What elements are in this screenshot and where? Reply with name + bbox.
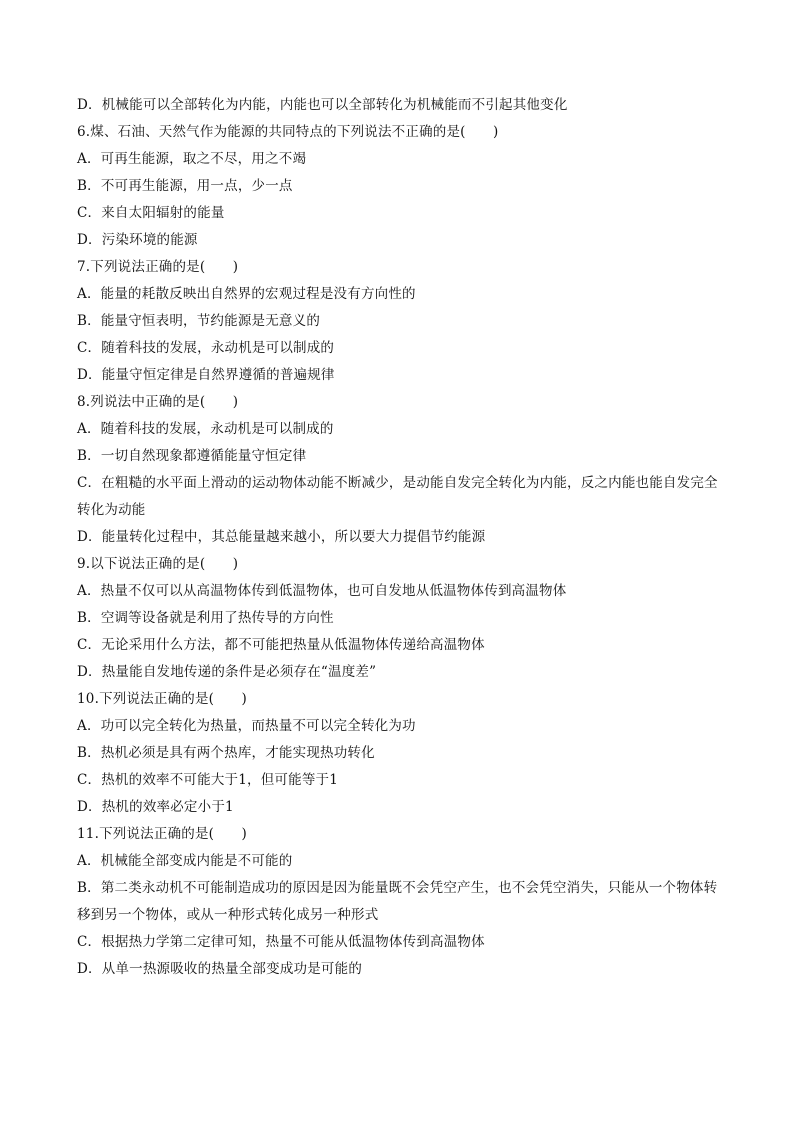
q8-option-c-continued: 转化为动能 bbox=[77, 502, 146, 518]
q9-option-d: D．热量能自发地传递的条件是必须存在“温度差” bbox=[77, 664, 377, 680]
q10-stem: 10.下列说法正确的是( ) bbox=[77, 691, 248, 707]
q6-option-b: B．不可再生能源，用一点，少一点 bbox=[77, 178, 293, 194]
q8-option-b: B．一切自然现象都遵循能量守恒定律 bbox=[77, 448, 307, 464]
q7-option-a: A．能量的耗散反映出自然界的宏观过程是没有方向性的 bbox=[77, 286, 416, 302]
question-text-block bbox=[77, 92, 727, 983]
q6-option-a: A．可再生能源，取之不尽，用之不竭 bbox=[77, 151, 307, 167]
q7-option-b: B．能量守恒表明，节约能源是无意义的 bbox=[77, 313, 321, 329]
q6-stem: 6.煤、石油、天然气作为能源的共同特点的下列说法不正确的是( ) bbox=[77, 124, 499, 140]
q11-option-a: A．机械能全部变成内能是不可能的 bbox=[77, 853, 293, 869]
q9-option-a: A．热量不仅可以从高温物体传到低温物体，也可自发地从低温物体传到高温物体 bbox=[77, 583, 567, 599]
q7-option-c: C．随着科技的发展，永动机是可以制成的 bbox=[77, 340, 335, 356]
q10-option-a: A．功可以完全转化为热量，而热量不可以完全转化为功 bbox=[77, 718, 416, 734]
q8-option-c: C．在粗糙的水平面上滑动的运动物体动能不断减少，是动能自发完全转化为内能，反之内能也能自发完全 bbox=[77, 475, 718, 491]
q8-option-d: D．能量转化过程中，其总能量越来越小，所以要大力提倡节约能源 bbox=[77, 529, 486, 545]
q5-option-d: D．机械能可以全部转化为内能，内能也可以全部转化为机械能而不引起其他变化 bbox=[77, 97, 568, 113]
q7-stem: 7.下列说法正确的是( ) bbox=[77, 259, 239, 275]
q6-option-c: C．来自太阳辐射的能量 bbox=[77, 205, 225, 221]
q9-option-c: C．无论采用什么方法，都不可能把热量从低温物体传递给高温物体 bbox=[77, 637, 485, 653]
q10-option-d: D．热机的效率必定小于1 bbox=[77, 799, 234, 815]
q10-option-b: B．热机必须是具有两个热库，才能实现热功转化 bbox=[77, 745, 375, 761]
q9-option-b: B．空调等设备就是利用了热传导的方向性 bbox=[77, 610, 334, 626]
q7-option-d: D．能量守恒定律是自然界遵循的普遍规律 bbox=[77, 367, 335, 383]
q6-option-d: D．污染环境的能源 bbox=[77, 232, 198, 248]
q11-option-c: C．根据热力学第二定律可知，热量不可能从低温物体传到高温物体 bbox=[77, 934, 485, 950]
q11-option-d: D．从单一热源吸收的热量全部变成功是可能的 bbox=[77, 961, 363, 977]
q11-option-b-continued: 移到另一个物体，或从一种形式转化成另一种形式 bbox=[77, 907, 379, 923]
q8-option-a: A．随着科技的发展，永动机是可以制成的 bbox=[77, 421, 334, 437]
q9-stem: 9.以下说法正确的是( ) bbox=[77, 556, 239, 572]
q11-stem: 11.下列说法正确的是( ) bbox=[77, 826, 248, 842]
q8-stem: 8.列说法中正确的是( ) bbox=[77, 394, 239, 410]
q10-option-c: C．热机的效率不可能大于1，但可能等于1 bbox=[77, 772, 339, 788]
q11-option-b: B．第二类永动机不可能制造成功的原因是因为能量既不会凭空产生，也不会凭空消失，只能从一个物体转 bbox=[77, 880, 718, 896]
